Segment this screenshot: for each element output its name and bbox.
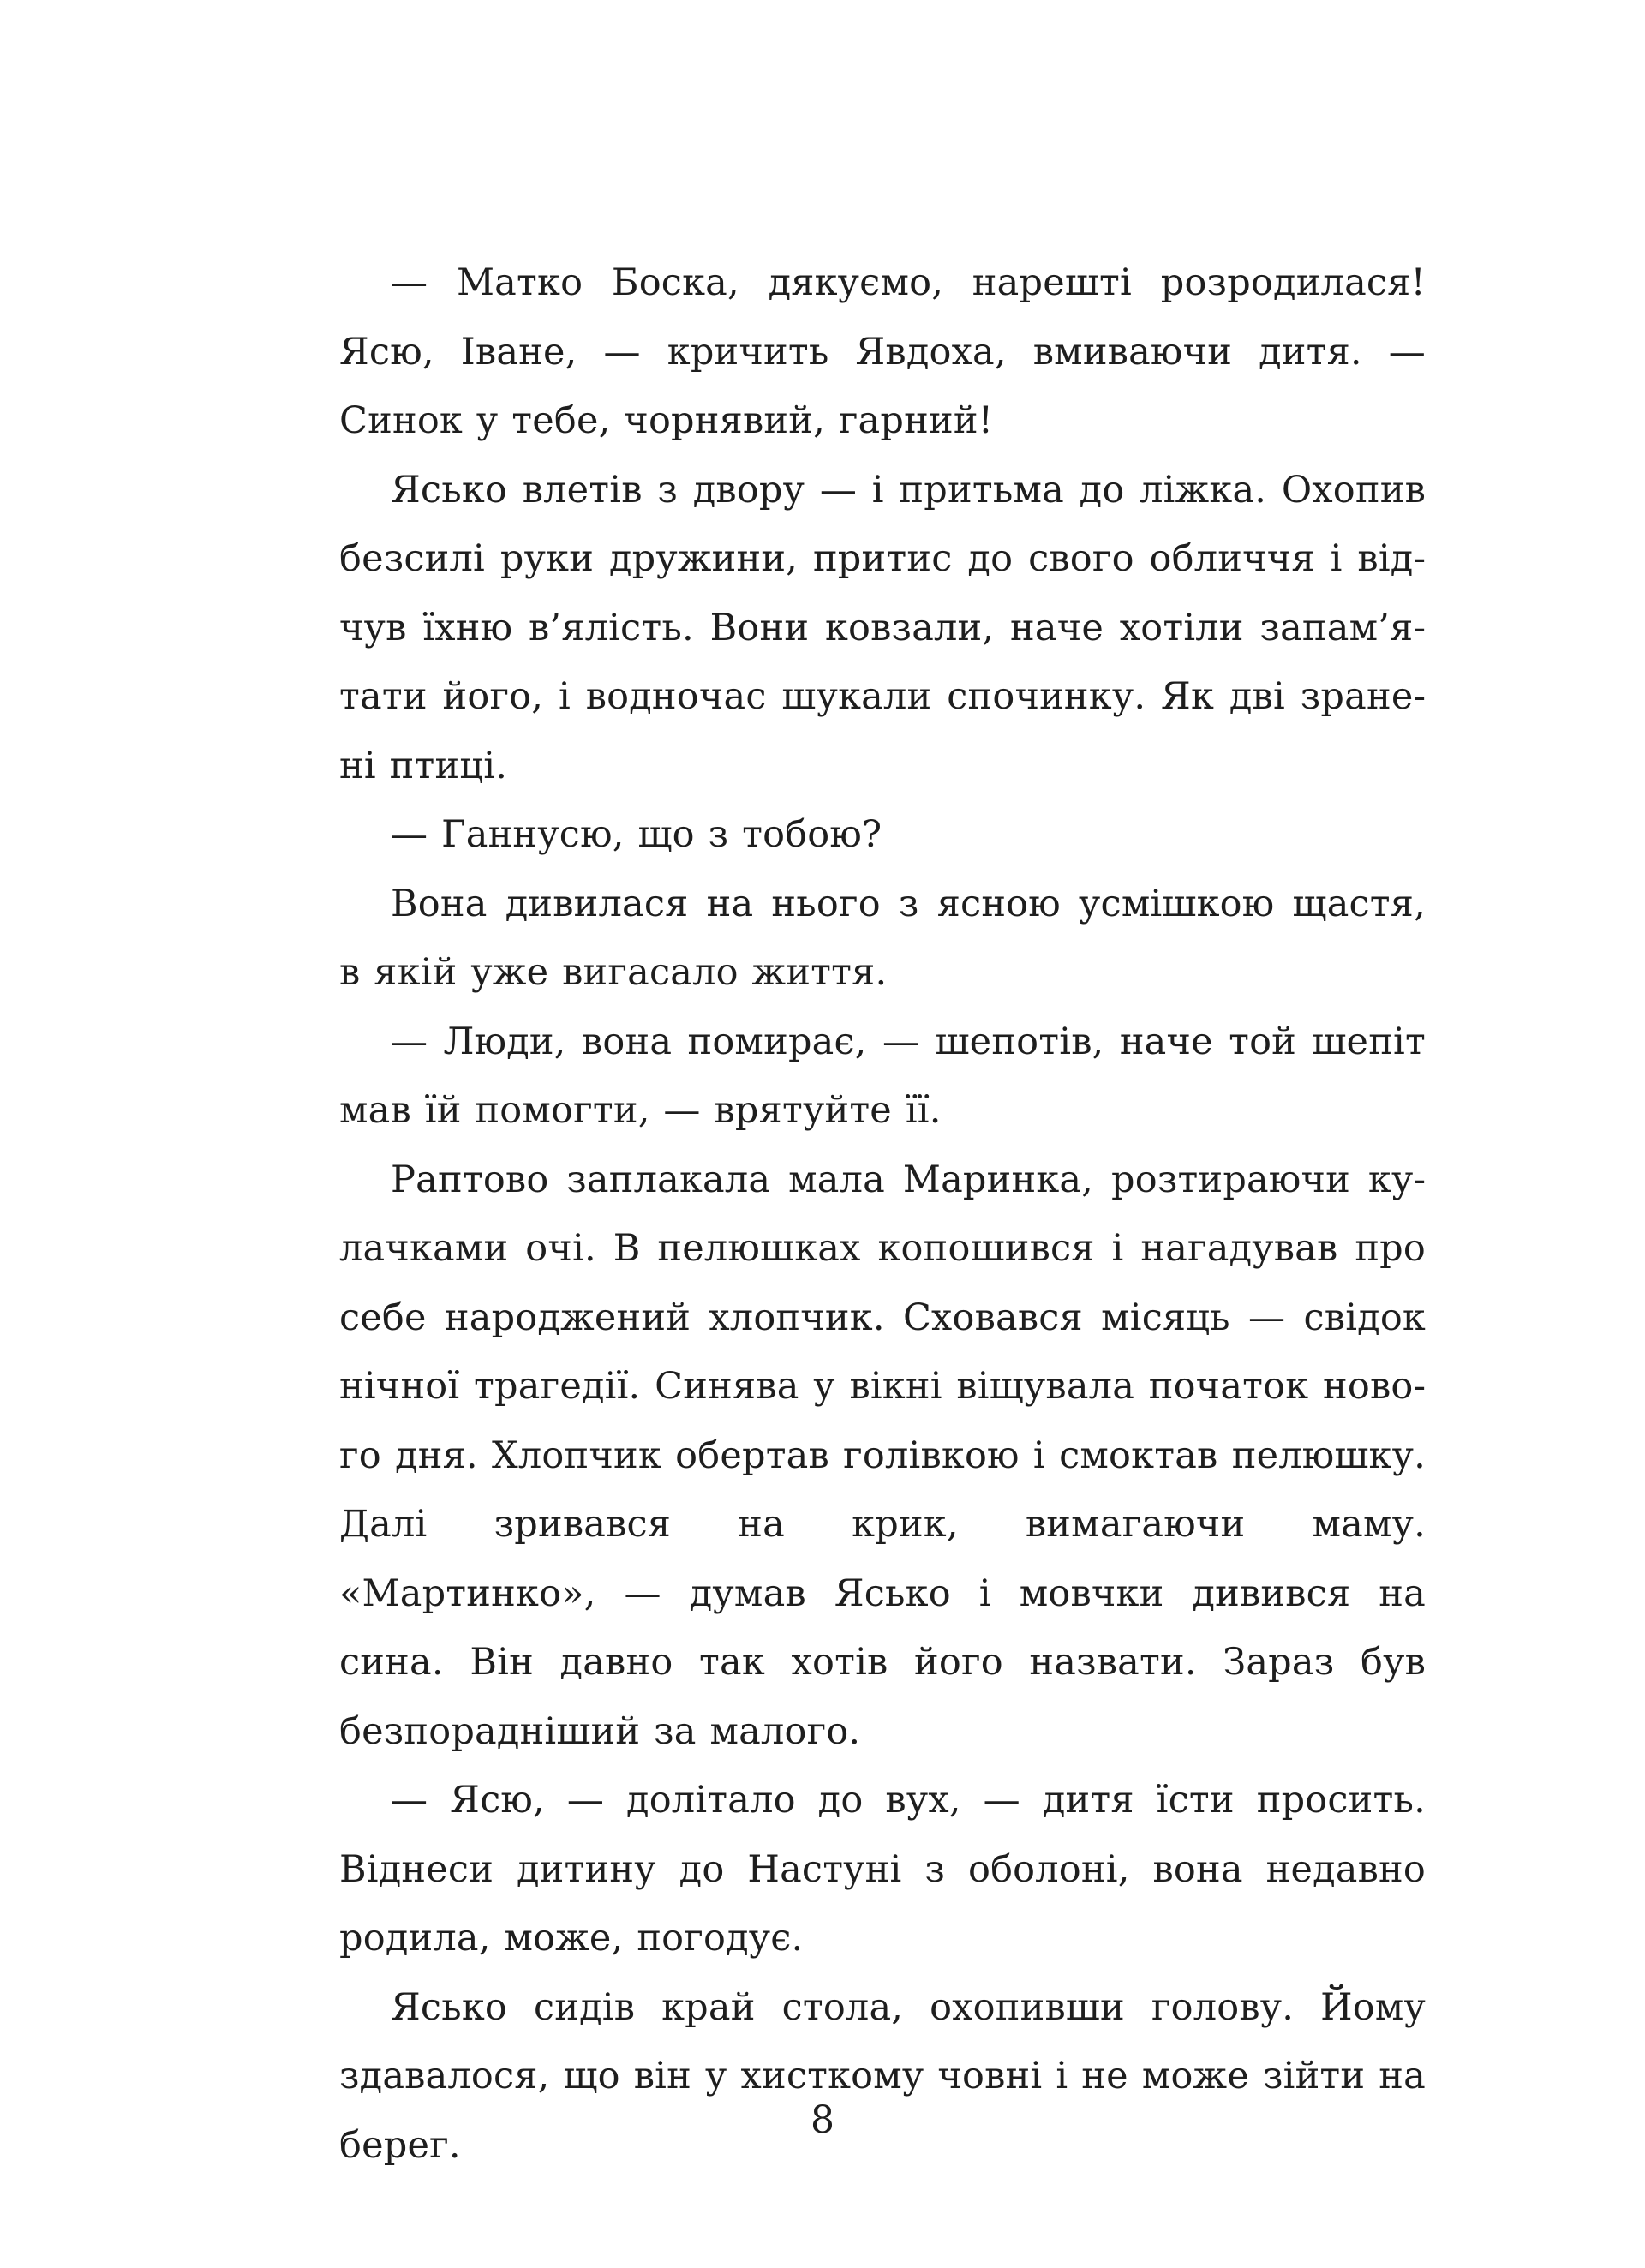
paragraph: — Ясю, — долітало до вух, — дитя їсти просить. Віднеси дитину до Настуні з оболоні, вона недавно родила, може, погодує. [339, 1779, 1426, 1960]
page-number: 8 [811, 2098, 834, 2142]
paragraph: Раптово заплакала мала Маринка, розтираючи кулачками очі. В пелюшках копошився і нагадував про себе народжений хлопчик. Сховався місяць — свідок нічної трагедії. Синява у вікні віщувала початок нового дня. Хлопчик обертав голівкою і смоктав пелюшку. Далі зривався на крик, вимагаючи маму. «Мартинко», — думав Ясько і мовчки дивився на сина. Він давно так хотів його назвати. Зараз був безпорадніший за малого. [339, 1158, 1426, 1753]
body-text [339, 248, 1426, 2180]
paragraph: Вона дивилася на нього з ясною усмішкою щастя, в якій уже вигасало життя. [339, 882, 1426, 994]
paragraph: Ясько влетів з двору — і притьма до ліжка. Охопив безсилі руки дружини, притис до свого обличчя і відчув їхню в’ялість. Вони ковзали, наче хотіли запам’ятати його, і водночас шукали спочинку. Як дві зранені птиці. [339, 468, 1426, 787]
paragraph: — Матко Боска, дякуємо, нарешті розродилася! Ясю, Іване, — кричить Явдоха, вмиваючи дитя. — Синок у тебе, чорнявий, гарний! [339, 261, 1426, 442]
paragraph: — Люди, вона помирає, — шепотів, наче той шепіт мав їй помогти, — врятуйте її. [339, 1020, 1426, 1132]
paragraph: — Ганнусю, що з тобою? [391, 813, 882, 856]
paragraph: Ясько сидів край стола, охопивши голову. Йому здавалося, що він у хисткому човні і не може зійти на берег. [339, 1985, 1426, 2167]
